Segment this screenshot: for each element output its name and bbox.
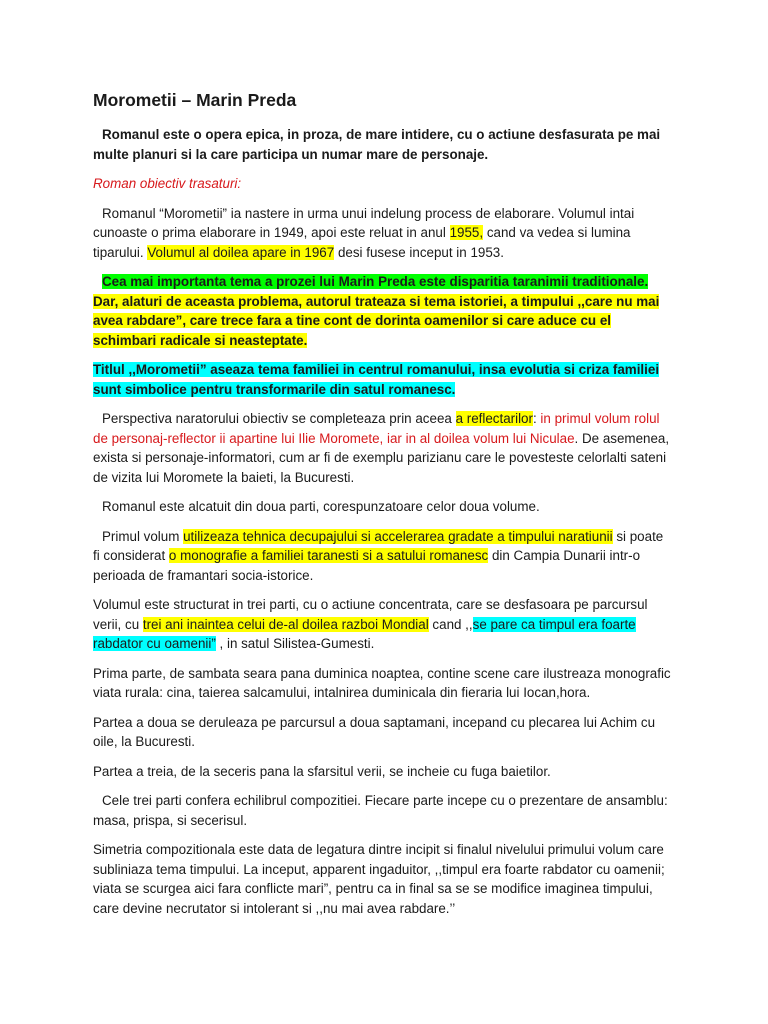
text-run: din Campia Dunarii intr-o perioada de framantari socia-istorice. xyxy=(93,548,641,583)
text-run: desi fusese inceput in 1953. xyxy=(334,244,504,260)
text-run: cand va vedea si lumina tiparului. xyxy=(93,225,631,260)
paragraph-volume-structure xyxy=(93,595,672,654)
highlight-reflectors: a reflectarilor xyxy=(455,411,533,426)
text-run: . De asemenea, exista si personaje-informatori, cum ar fi de exemplu parizianu care le povesteste celorlalti sateni de vizita lui Moromete la baieti, la Bucuresti. xyxy=(93,430,670,485)
paragraph-elaboration xyxy=(93,204,672,263)
text-run: : xyxy=(532,411,541,426)
highlight-year-1955: 1955, xyxy=(449,225,484,240)
paragraph-main-theme xyxy=(93,272,672,350)
paragraph-part-three: Partea a treia, de la seceris pana la sfarsitul verii, se incheie cu fuga baietilor. xyxy=(93,763,551,779)
paragraph-structure: Romanul este alcatuit din doua parti, corespunzatoare celor doua volume. xyxy=(102,499,540,514)
highlight-volume-two: Volumul al doilea apare in 1967 xyxy=(147,244,335,260)
text-run: Primul volum xyxy=(102,528,184,544)
highlight-title-meaning: Titlul ,,Morometii” aseaza tema familiei in centrul romanului, insa evolutia si criza familiei sunt simbolice pentru transformarile din satul romanesc. xyxy=(93,362,660,397)
paragraph-part-two: Partea a doua se deruleaza pe parcursul a doua saptamani, incepand cu plecarea lui Achim cu oile, la Bucuresti. xyxy=(93,714,656,749)
text-run: Romanul “Morometii” ia nastere in urma unui indelung process de elaborare. Volumul intai cunoaste o prima elaborare in 1949, apoi este reluat in anul xyxy=(93,205,635,240)
highlight-war: trei ani inaintea celui de-al doilea razboi Mondial xyxy=(142,616,429,632)
document-title: Morometii – Marin Preda xyxy=(93,90,297,110)
paragraph-symmetry: Simetria compozitionala este data de legatura dintre incipit si finalul nivelului primului volum care subliniaza tema timpului. La inceput, apparent ingaduitor, ,,timpul era foarte rabdator cu oamenii; viata se scurgea aici fara conflicte mari”, pentru ca in final sa se se modifice imaginea timpului, care devine necrutator si intolerant si ,,nu mai avea rabdare.’’ xyxy=(93,842,665,916)
paragraph-balance: Cele trei parti confera echilibrul compozitiei. Fiecare parte incepe cu o prezentare de ansamblu: masa, prispa, si secerisul. xyxy=(93,793,668,828)
highlight-main-theme: Cea mai importanta tema a prozei lui Marin Preda este disparitia taranimii traditionale. xyxy=(102,274,649,289)
section-heading: Roman obiectiv trasaturi: xyxy=(93,176,242,191)
highlight-patient-time: se pare ca timpul era foarte rabdator cu oamenii” xyxy=(93,616,636,651)
red-text-reflectors: in primul volum rolul de personaj-reflector ii apartine lui Ilie Moromete, iar in al doilea volum lui Niculae xyxy=(93,411,660,446)
paragraph-perspective xyxy=(93,409,672,487)
highlight-technique: utilizeaza tehnica decupajului si accelerarea gradate a timpului naratiunii xyxy=(183,528,613,544)
text-run: Volumul este structurat in trei parti, cu o actiune concentrata, care se desfasoara pe parcursul verii, cu xyxy=(93,597,648,632)
text-run: cand ,, xyxy=(428,616,473,632)
paragraph-part-one: Prima parte, de sambata seara pana duminica noaptea, contine scene care ilustreaza monografic viata rurala: cina, taierea salcamului, intalnirea duminicala din fieraria lui Iocan,hora. xyxy=(93,665,671,700)
highlight-monograph: o monografie a familiei taranesti si a satului romanesc xyxy=(168,548,489,563)
text-run: , in satul Silistea-Gumesti. xyxy=(215,636,375,651)
paragraph-first-volume xyxy=(93,527,672,586)
highlight-time-theme: Dar, alaturi de aceasta problema, autorul trateaza si tema istoriei, a timpului ,,care nu mai avea rabdare”, care trece fara a tine cont de dorinta oamenilor si care aduce cu el schimbari radicale si neasteptate. xyxy=(93,293,660,348)
text-run: si poate fi considerat xyxy=(93,528,664,563)
text-run: Perspectiva naratorului obiectiv se completeaza prin aceea xyxy=(102,411,456,426)
paragraph-title-meaning xyxy=(93,360,672,399)
paragraph-intro: Romanul este o opera epica, in proza, de mare intidere, cu o actiune desfasurata pe mai multe planuri si la care participa un numar mare de personaje. xyxy=(93,127,661,162)
